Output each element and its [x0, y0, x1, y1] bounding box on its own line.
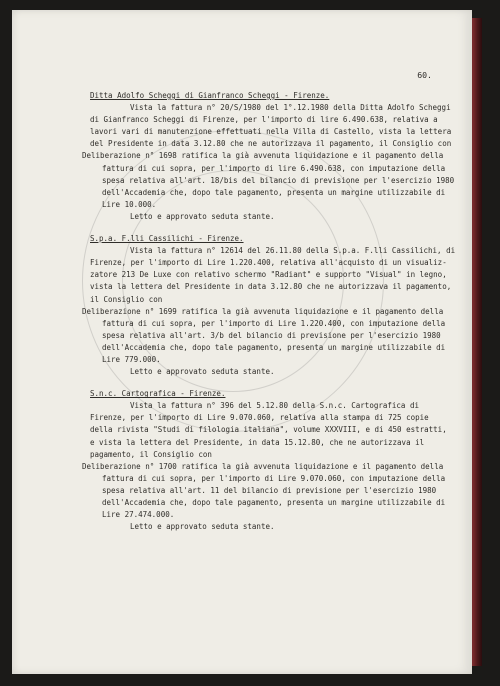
text-line: dell'Accademia che, dopo tale pagamento, presenta un margine utilizzabile di — [102, 498, 446, 507]
text-line: spesa relativa all'art. 3/b del bilancio di previsione per l'esercizio 1980 — [102, 330, 441, 340]
text-line: Vista la fattura n° 12614 del 26.11.80 della S.p.a. F.lli Cassilichi, di — [130, 246, 456, 256]
text-line: spesa relativa all'art. 11 del bilancio di previsione per l'esercizio 1980 — [102, 485, 437, 495]
text-line: fattura di cui sopra, per l'importo di Lire 9.070.060, con imputazione della — [102, 473, 446, 483]
text-line: di Gianfranco Scheggi di Firenze, per l'importo di lire 6.490.638, relativa a — [90, 115, 438, 125]
text-line: Lire 779.000. — [102, 354, 161, 364]
text-line: della rivista "Studi di filologia italiana", volume XXXVIII, e di 450 estratti, — [90, 425, 447, 435]
page-number: 60. — [417, 70, 432, 80]
text-line: dell'Accademia che, dopo tale pagamento, presenta un margine utilizzabile di — [102, 342, 446, 352]
text-line: vista la lettera del Presidente in data 3.12.80 che ne autorizzava il pagamento, — [90, 282, 452, 292]
text-line: Vista la fattura n° 396 del 5.12.80 della S.n.c. Cartografica di — [130, 401, 419, 411]
text-line: lavori vari di manutenzione effettuati nella Villa di Castello, vista la lettera — [90, 127, 452, 137]
section-heading: S.n.c. Cartografica - Firenze. — [90, 389, 226, 399]
text-line: Firenze, per l'importo di Lire 1.220.400, relativa all'acquisto di un visualiz- — [90, 258, 447, 268]
text-line: e vista la lettera del Presidente, in data 15.12.80, che ne autorizzava il — [90, 437, 425, 447]
closing-line: Letto e approvato seduta stante. — [130, 211, 275, 221]
text-line: spesa relativa all'art. 18/bis del bilancio di previsione per l'esercizio 1980 — [102, 175, 455, 185]
text-line: zatore 213 De Luxe con relativo schermo "Radiant" e supporto "Visual" in legno, — [90, 270, 447, 280]
text-line: dell'Accademia che, dopo tale pagamento, presenta un margine utilizzabile di — [102, 187, 446, 197]
closing-line: Letto e approvato seduta stante. — [130, 522, 275, 532]
text-line: Deliberazione n° 1698 ratifica la già avvenuta liquidazione e il pagamento della — [82, 151, 444, 161]
text-line: Lire 27.474.000. — [102, 510, 175, 520]
text-line: Deliberazione n° 1700 ratifica la già avvenuta liquidazione e il pagamento della — [82, 461, 444, 471]
text-line: del Presidente in data 3.12.80 che ne autorizzava il pagamento, il Consiglio con — [90, 139, 452, 149]
document-page — [12, 10, 472, 674]
text-line: il Consiglio con — [90, 294, 163, 304]
text-line: Firenze, per l'importo di Lire 9.070.060, relativa alla stampa di 725 copie — [90, 413, 429, 423]
section-heading: S.p.a. F.lli Cassilichi - Firenze. — [90, 234, 244, 244]
document-body — [82, 90, 456, 533]
section-heading: Ditta Adolfo Scheggi di Gianfranco Scheggi - Firenze. — [90, 91, 330, 100]
text-line: pagamento, il Consiglio con — [90, 449, 212, 459]
text-line: fattura di cui sopra, per l'importo di lire 6.490.638, con imputazione della — [102, 163, 446, 173]
closing-line: Letto e approvato seduta stante. — [130, 367, 275, 377]
text-line: Deliberazione n° 1699 ratifica la già avvenuta liquidazione e il pagamento della — [82, 306, 444, 316]
text-line: Lire 10.000. — [102, 199, 157, 209]
text-line: fattura di cui sopra, per l'importo di Lire 1.220.400, con imputazione della — [102, 318, 446, 328]
text-line: Vista la fattura n° 20/S/1980 del 1°.12.1980 della Ditta Adolfo Scheggi — [130, 103, 451, 113]
